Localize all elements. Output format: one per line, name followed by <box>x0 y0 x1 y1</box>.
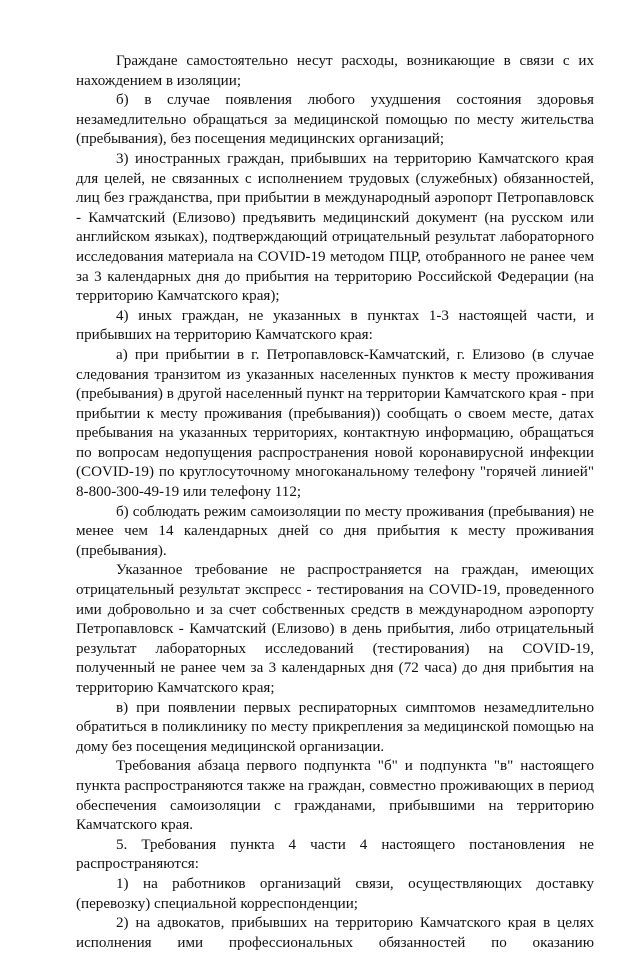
paragraph-item-b-self-isolation: б) соблюдать режим самоизоляции по месту проживания (пребывания) не менее чем 14 календарных дней со дня прибытия к месту проживания (пребывания). <box>76 503 594 559</box>
paragraph-item-4-other-citizens: 4) иных граждан, не указанных в пунктах 1-3 настоящей части, и прибывших на территорию Камчатского края: <box>76 307 594 344</box>
paragraph-item-a-arrival-reporting: а) при прибытии в г. Петропавловск-Камчатский, г. Елизово (в случае следования транзитом из указанных населенных пунктов к месту проживания (пребывания) в другой населенный пункт на территории Камчатского края - при прибытии к месту проживания (пребывания)) сообщать о своем месте, датах пребывания на указанных территориях, контактную информацию, обращаться по вопросам недопущения распространения новой коронавирусной инфекции (COVID-19) по круглосуточному многоканальному телефону "горячей линией" 8-800-300-49-19 или телефону 112; <box>76 346 594 501</box>
paragraph-section-5-exemptions: 5. Требования пункта 4 части 4 настоящего постановления не распространяются: <box>76 836 594 873</box>
paragraph-item-3-foreign-citizens: 3) иностранных граждан, прибывших на территорию Камчатского края для целей, не связанных с исполнением трудовых (служебных) обязанностей, лиц без гражданства, при прибытии в международный аэропорт Петропавловск - Камчатский (Елизово) предъявить медицинский документ (на русском или английском языках), подтверждающий отрицательный результат лабораторного исследования материала на COVID-19 методом ПЦР, отобранного не ранее чем за 3 календарных дня до прибытия на территорию Российской Федерации (на территорию Камчатского края); <box>76 150 594 305</box>
paragraph-exemption-1-communications: 1) на работников организаций связи, осуществляющих доставку (перевозку) специальной корреспонденции; <box>76 875 594 912</box>
paragraph-cohabitants-requirements: Требования абзаца первого подпункта "б" и подпункта "в" настоящего пункта распространяются также на граждан, совместно проживающих в период обеспечения самоизоляции с гражданами, прибывшими на территорию Камчатского края. <box>76 758 594 834</box>
paragraph-item-v-symptoms: в) при появлении первых респираторных симптомов незамедлительно обратиться в поликлинику по месту прикрепления за медицинской помощью на дому без посещения медицинской организации. <box>76 699 594 755</box>
paragraph-exemption-2-lawyers: 2) на адвокатов, прибывших на территорию Камчатского края в целях исполнения ими профессиональных обязанностей по оказанию <box>76 915 594 951</box>
paragraph-testing-exception: Указанное требование не распространяется на граждан, имеющих отрицательный результат экспресс - тестирования на COVID-19, проведенного ими добровольно и за счет собственных средств в международном аэропорту Петропавловск - Камчатский (Елизово) в день прибытия, либо отрицательный результат лабораторных исследований (тестирования) на COVID-19, полученный не ранее чем за 3 календарных дня (72 часа) до дня прибытия на территорию Камчатского края; <box>76 562 594 696</box>
paragraph-expenses-in-isolation: Граждане самостоятельно несут расходы, возникающие в связи с их нахождением в изоляции; <box>76 53 594 89</box>
document-body <box>76 52 594 953</box>
paragraph-item-b-medical-help: б) в случае появления любого ухудшения состояния здоровья незамедлительно обращаться за медицинской помощью по месту жительства (пребывания), без посещения медицинских организаций; <box>76 92 594 148</box>
